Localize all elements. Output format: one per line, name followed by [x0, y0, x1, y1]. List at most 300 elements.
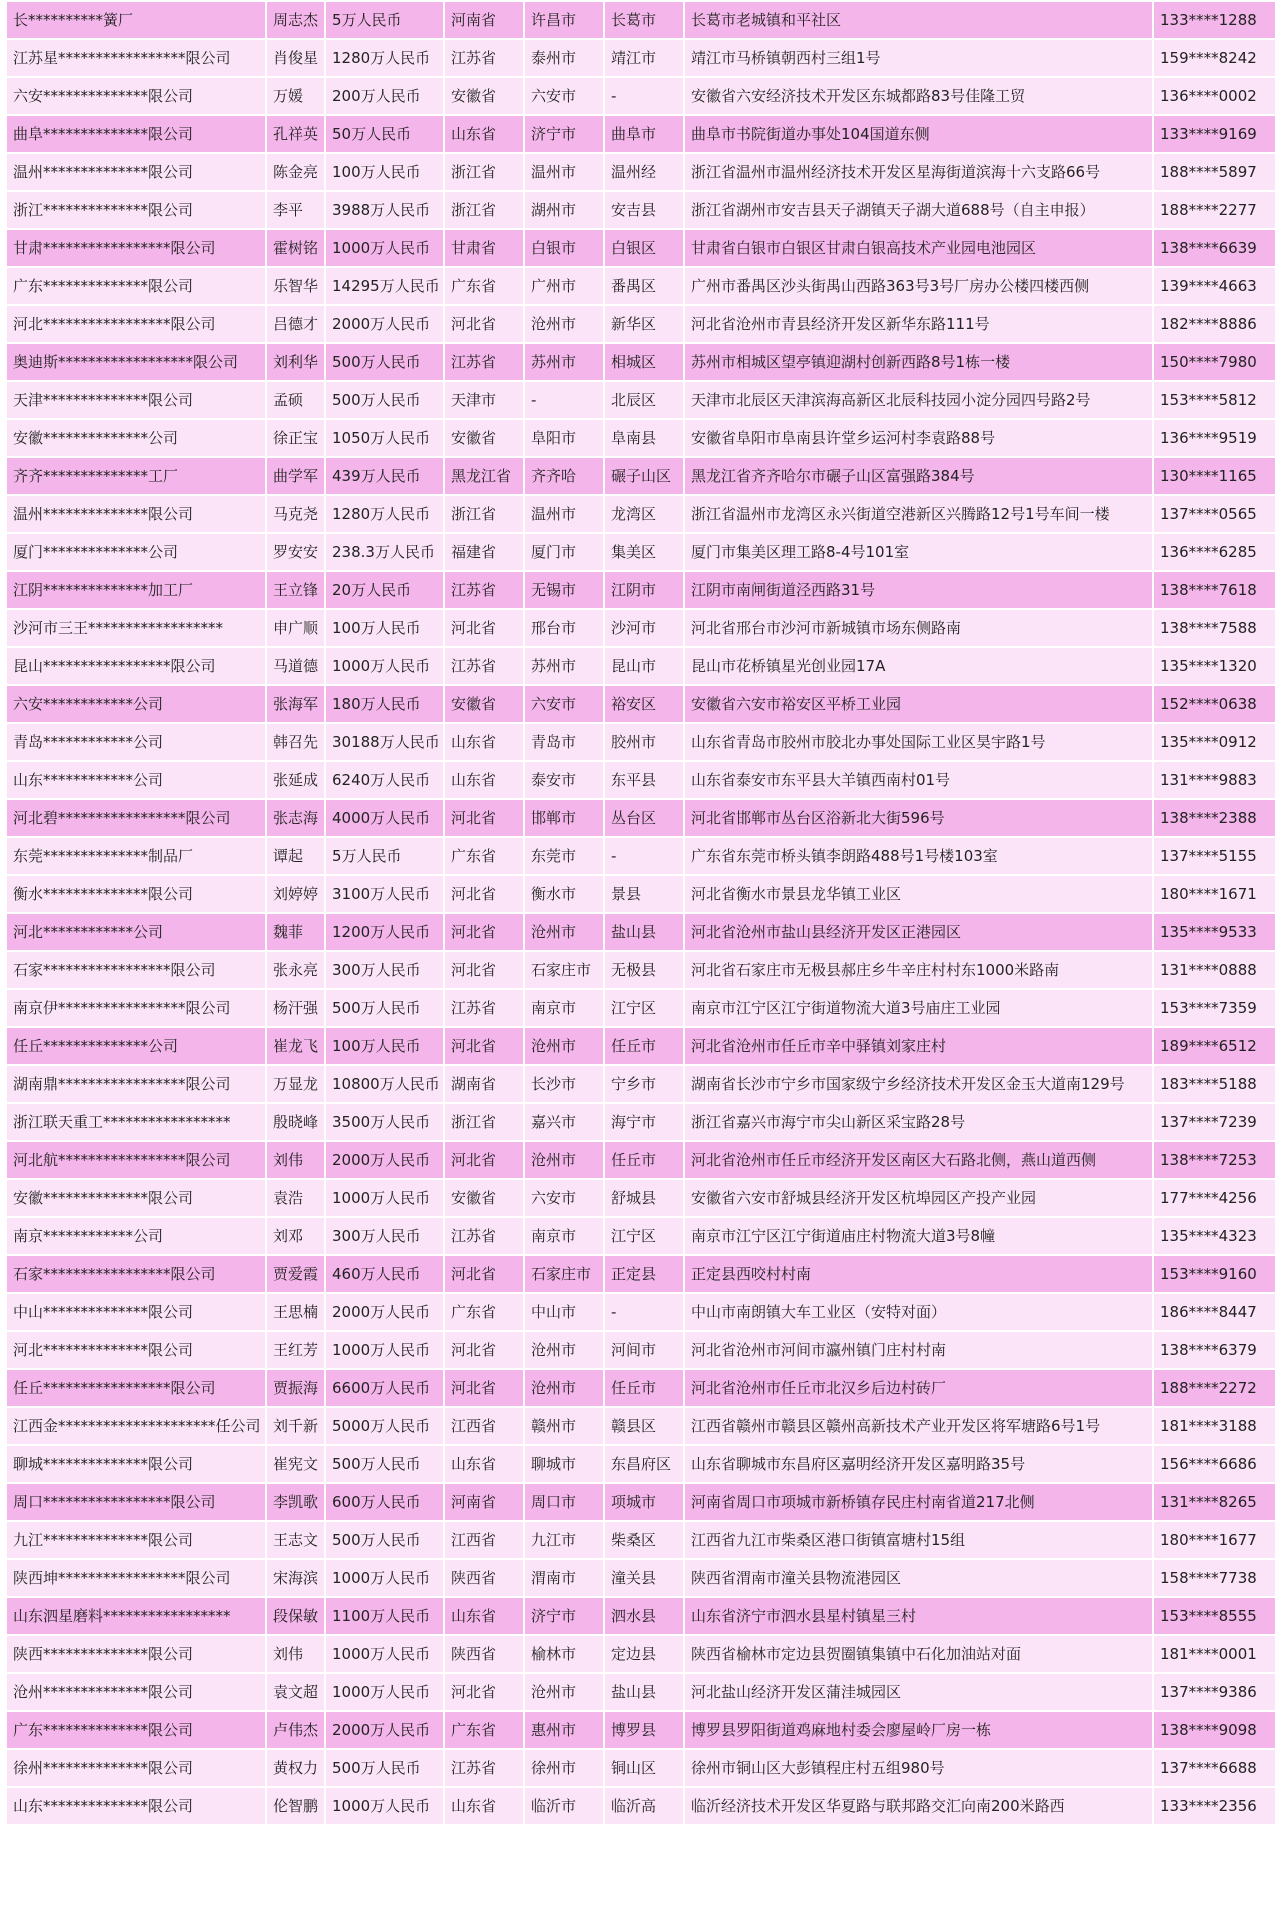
- phone-cell: 136****6285: [1154, 534, 1275, 570]
- province-cell: 天津市: [445, 382, 523, 418]
- district-cell: 柴桑区: [605, 1522, 683, 1558]
- registered-capital-cell: 100万人民币: [326, 154, 443, 190]
- company-name-cell: 河北*****************限公司: [7, 306, 265, 342]
- district-cell: -: [605, 1294, 683, 1330]
- city-cell: 徐州市: [525, 1750, 603, 1786]
- company-name-cell: 厦门**************公司: [7, 534, 265, 570]
- phone-cell: 138****7253: [1154, 1142, 1275, 1178]
- table-row: [7, 838, 1275, 874]
- city-cell: 青岛市: [525, 724, 603, 760]
- registered-capital-cell: 439万人民币: [326, 458, 443, 494]
- city-cell: 嘉兴市: [525, 1104, 603, 1140]
- company-name-cell: 青岛************公司: [7, 724, 265, 760]
- table-row: [7, 1446, 1275, 1482]
- registered-capital-cell: 2000万人民币: [326, 1712, 443, 1748]
- company-name-cell: 长**********簧厂: [7, 2, 265, 38]
- table-row: [7, 1256, 1275, 1292]
- contact-person-cell: 马克尧: [267, 496, 324, 532]
- city-cell: 长沙市: [525, 1066, 603, 1102]
- province-cell: 河北省: [445, 876, 523, 912]
- company-table: [5, 0, 1277, 1826]
- registered-capital-cell: 1000万人民币: [326, 1674, 443, 1710]
- company-name-cell: 江阴**************加工厂: [7, 572, 265, 608]
- district-cell: 盐山县: [605, 914, 683, 950]
- table-row: [7, 154, 1275, 190]
- city-cell: 渭南市: [525, 1560, 603, 1596]
- registered-capital-cell: 500万人民币: [326, 1750, 443, 1786]
- registered-capital-cell: 1050万人民币: [326, 420, 443, 456]
- company-name-cell: 山东************公司: [7, 762, 265, 798]
- city-cell: 泰安市: [525, 762, 603, 798]
- province-cell: 广东省: [445, 1712, 523, 1748]
- phone-cell: 138****7618: [1154, 572, 1275, 608]
- province-cell: 河北省: [445, 1142, 523, 1178]
- table-row: [7, 496, 1275, 532]
- phone-cell: 137****6688: [1154, 1750, 1275, 1786]
- province-cell: 广东省: [445, 268, 523, 304]
- registered-capital-cell: 200万人民币: [326, 78, 443, 114]
- district-cell: -: [605, 78, 683, 114]
- city-cell: 许昌市: [525, 2, 603, 38]
- company-name-cell: 奥迪斯******************限公司: [7, 344, 265, 380]
- city-cell: 石家庄市: [525, 952, 603, 988]
- contact-person-cell: 魏菲: [267, 914, 324, 950]
- company-name-cell: 广东**************限公司: [7, 268, 265, 304]
- phone-cell: 135****4323: [1154, 1218, 1275, 1254]
- address-cell: 安徽省六安市裕安区平桥工业园: [685, 686, 1152, 722]
- contact-person-cell: 肖俊星: [267, 40, 324, 76]
- province-cell: 湖南省: [445, 1066, 523, 1102]
- contact-person-cell: 万媛: [267, 78, 324, 114]
- registered-capital-cell: 5万人民币: [326, 2, 443, 38]
- table-row: [7, 1028, 1275, 1064]
- registered-capital-cell: 500万人民币: [326, 344, 443, 380]
- district-cell: 裕安区: [605, 686, 683, 722]
- contact-person-cell: 孟硕: [267, 382, 324, 418]
- district-cell: 宁乡市: [605, 1066, 683, 1102]
- registered-capital-cell: 1100万人民币: [326, 1598, 443, 1634]
- address-cell: 江阴市南闸街道泾西路31号: [685, 572, 1152, 608]
- table-row: [7, 268, 1275, 304]
- address-cell: 河北省沧州市任丘市北汉乡后边村砖厂: [685, 1370, 1152, 1406]
- city-cell: 温州市: [525, 154, 603, 190]
- table-row: [7, 1636, 1275, 1672]
- province-cell: 江西省: [445, 1522, 523, 1558]
- table-row: [7, 610, 1275, 646]
- table-row: [7, 1408, 1275, 1444]
- district-cell: 集美区: [605, 534, 683, 570]
- registered-capital-cell: 3988万人民币: [326, 192, 443, 228]
- province-cell: 江西省: [445, 1408, 523, 1444]
- city-cell: 厦门市: [525, 534, 603, 570]
- table-row: [7, 1218, 1275, 1254]
- table-row: [7, 116, 1275, 152]
- registered-capital-cell: 238.3万人民币: [326, 534, 443, 570]
- province-cell: 山东省: [445, 1598, 523, 1634]
- contact-person-cell: 段保敏: [267, 1598, 324, 1634]
- district-cell: 相城区: [605, 344, 683, 380]
- contact-person-cell: 贾爱霞: [267, 1256, 324, 1292]
- contact-person-cell: 崔龙飞: [267, 1028, 324, 1064]
- address-cell: 苏州市相城区望亭镇迎湖村创新西路8号1栋一楼: [685, 344, 1152, 380]
- table-row: [7, 420, 1275, 456]
- table-row: [7, 458, 1275, 494]
- contact-person-cell: 刘邓: [267, 1218, 324, 1254]
- city-cell: 临沂市: [525, 1788, 603, 1824]
- company-name-cell: 山东**************限公司: [7, 1788, 265, 1824]
- registered-capital-cell: 1000万人民币: [326, 1332, 443, 1368]
- table-row: [7, 1332, 1275, 1368]
- city-cell: 南京市: [525, 1218, 603, 1254]
- address-cell: 曲阜市书院街道办事处104国道东侧: [685, 116, 1152, 152]
- phone-cell: 137****7239: [1154, 1104, 1275, 1140]
- city-cell: 九江市: [525, 1522, 603, 1558]
- phone-cell: 182****8886: [1154, 306, 1275, 342]
- province-cell: 河南省: [445, 2, 523, 38]
- contact-person-cell: 刘伟: [267, 1636, 324, 1672]
- company-name-cell: 安徽**************公司: [7, 420, 265, 456]
- phone-cell: 186****8447: [1154, 1294, 1275, 1330]
- company-name-cell: 陕西坤*****************限公司: [7, 1560, 265, 1596]
- company-name-cell: 石家*****************限公司: [7, 952, 265, 988]
- table-row: [7, 762, 1275, 798]
- phone-cell: 153****7359: [1154, 990, 1275, 1026]
- phone-cell: 135****9533: [1154, 914, 1275, 950]
- table-row: [7, 534, 1275, 570]
- province-cell: 河北省: [445, 1370, 523, 1406]
- registered-capital-cell: 3500万人民币: [326, 1104, 443, 1140]
- phone-cell: 189****6512: [1154, 1028, 1275, 1064]
- contact-person-cell: 伦智鹏: [267, 1788, 324, 1824]
- table-row: [7, 382, 1275, 418]
- phone-cell: 180****1671: [1154, 876, 1275, 912]
- table-body: [7, 2, 1275, 1824]
- company-name-cell: 天津**************限公司: [7, 382, 265, 418]
- phone-cell: 133****1288: [1154, 2, 1275, 38]
- province-cell: 陕西省: [445, 1636, 523, 1672]
- address-cell: 浙江省温州市温州经济技术开发区星海街道滨海十六支路66号: [685, 154, 1152, 190]
- registered-capital-cell: 180万人民币: [326, 686, 443, 722]
- province-cell: 浙江省: [445, 192, 523, 228]
- district-cell: -: [605, 838, 683, 874]
- contact-person-cell: 曲学军: [267, 458, 324, 494]
- registered-capital-cell: 14295万人民币: [326, 268, 443, 304]
- company-name-cell: 昆山*****************限公司: [7, 648, 265, 684]
- address-cell: 中山市南朗镇大车工业区（安特对面）: [685, 1294, 1152, 1330]
- province-cell: 山东省: [445, 1788, 523, 1824]
- province-cell: 山东省: [445, 116, 523, 152]
- province-cell: 山东省: [445, 724, 523, 760]
- district-cell: 龙湾区: [605, 496, 683, 532]
- registered-capital-cell: 1000万人民币: [326, 648, 443, 684]
- district-cell: 铜山区: [605, 1750, 683, 1786]
- company-name-cell: 南京************公司: [7, 1218, 265, 1254]
- district-cell: 任丘市: [605, 1142, 683, 1178]
- city-cell: 湖州市: [525, 192, 603, 228]
- district-cell: 安吉县: [605, 192, 683, 228]
- address-cell: 广州市番禺区沙头街禺山西路363号3号厂房办公楼四楼西侧: [685, 268, 1152, 304]
- province-cell: 河北省: [445, 610, 523, 646]
- phone-cell: 183****5188: [1154, 1066, 1275, 1102]
- city-cell: 苏州市: [525, 648, 603, 684]
- province-cell: 江苏省: [445, 648, 523, 684]
- registered-capital-cell: 30188万人民币: [326, 724, 443, 760]
- address-cell: 江西省赣州市赣县区赣州高新技术产业开发区将军塘路6号1号: [685, 1408, 1152, 1444]
- registered-capital-cell: 6600万人民币: [326, 1370, 443, 1406]
- address-cell: 临沂经济技术开发区华夏路与联邦路交汇向南200米路西: [685, 1788, 1152, 1824]
- address-cell: 浙江省嘉兴市海宁市尖山新区采宝路28号: [685, 1104, 1152, 1140]
- address-cell: 山东省聊城市东昌府区嘉明经济开发区嘉明路35号: [685, 1446, 1152, 1482]
- address-cell: 浙江省湖州市安吉县天子湖镇天子湖大道688号（自主申报）: [685, 192, 1152, 228]
- phone-cell: 138****9098: [1154, 1712, 1275, 1748]
- contact-person-cell: 王志文: [267, 1522, 324, 1558]
- phone-cell: 138****6379: [1154, 1332, 1275, 1368]
- contact-person-cell: 黄权力: [267, 1750, 324, 1786]
- table-row: [7, 2, 1275, 38]
- address-cell: 南京市江宁区江宁街道庙庄村物流大道3号8幢: [685, 1218, 1152, 1254]
- phone-cell: 188****5897: [1154, 154, 1275, 190]
- district-cell: 江阴市: [605, 572, 683, 608]
- company-name-cell: 九江**************限公司: [7, 1522, 265, 1558]
- company-name-cell: 周口*****************限公司: [7, 1484, 265, 1520]
- city-cell: 阜阳市: [525, 420, 603, 456]
- phone-cell: 131****9883: [1154, 762, 1275, 798]
- table-row: [7, 344, 1275, 380]
- city-cell: 中山市: [525, 1294, 603, 1330]
- contact-person-cell: 张永亮: [267, 952, 324, 988]
- phone-cell: 133****9169: [1154, 116, 1275, 152]
- district-cell: 丛台区: [605, 800, 683, 836]
- city-cell: 广州市: [525, 268, 603, 304]
- registered-capital-cell: 460万人民币: [326, 1256, 443, 1292]
- address-cell: 厦门市集美区理工路8-4号101室: [685, 534, 1152, 570]
- address-cell: 浙江省温州市龙湾区永兴街道空港新区兴腾路12号1号车间一楼: [685, 496, 1152, 532]
- contact-person-cell: 谭起: [267, 838, 324, 874]
- phone-cell: 180****1677: [1154, 1522, 1275, 1558]
- city-cell: 泰州市: [525, 40, 603, 76]
- registered-capital-cell: 2000万人民币: [326, 1142, 443, 1178]
- province-cell: 浙江省: [445, 496, 523, 532]
- phone-cell: 135****1320: [1154, 648, 1275, 684]
- registered-capital-cell: 100万人民币: [326, 610, 443, 646]
- registered-capital-cell: 500万人民币: [326, 1522, 443, 1558]
- company-name-cell: 温州**************限公司: [7, 154, 265, 190]
- phone-cell: 137****5155: [1154, 838, 1275, 874]
- district-cell: 温州经: [605, 154, 683, 190]
- address-cell: 陕西省渭南市潼关县物流港园区: [685, 1560, 1152, 1596]
- province-cell: 陕西省: [445, 1560, 523, 1596]
- registered-capital-cell: 600万人民币: [326, 1484, 443, 1520]
- city-cell: 沧州市: [525, 1142, 603, 1178]
- district-cell: 江宁区: [605, 1218, 683, 1254]
- table-row: [7, 192, 1275, 228]
- address-cell: 山东省青岛市胶州市胶北办事处国际工业区昊宇路1号: [685, 724, 1152, 760]
- contact-person-cell: 崔宪文: [267, 1446, 324, 1482]
- district-cell: 北辰区: [605, 382, 683, 418]
- phone-cell: 133****2356: [1154, 1788, 1275, 1824]
- city-cell: 沧州市: [525, 1028, 603, 1064]
- city-cell: 东莞市: [525, 838, 603, 874]
- city-cell: 六安市: [525, 686, 603, 722]
- company-name-cell: 湖南鼎*****************限公司: [7, 1066, 265, 1102]
- phone-cell: 131****0888: [1154, 952, 1275, 988]
- company-name-cell: 南京伊*****************限公司: [7, 990, 265, 1026]
- address-cell: 河北省邯郸市丛台区浴新北大街596号: [685, 800, 1152, 836]
- company-name-cell: 温州**************限公司: [7, 496, 265, 532]
- city-cell: -: [525, 382, 603, 418]
- province-cell: 河北省: [445, 952, 523, 988]
- company-name-cell: 曲阜**************限公司: [7, 116, 265, 152]
- phone-cell: 177****4256: [1154, 1180, 1275, 1216]
- district-cell: 碾子山区: [605, 458, 683, 494]
- province-cell: 安徽省: [445, 686, 523, 722]
- district-cell: 定边县: [605, 1636, 683, 1672]
- province-cell: 河北省: [445, 800, 523, 836]
- phone-cell: 139****4663: [1154, 268, 1275, 304]
- phone-cell: 188****2272: [1154, 1370, 1275, 1406]
- phone-cell: 181****0001: [1154, 1636, 1275, 1672]
- address-cell: 靖江市马桥镇朝西村三组1号: [685, 40, 1152, 76]
- table-row: [7, 1750, 1275, 1786]
- phone-cell: 153****5812: [1154, 382, 1275, 418]
- contact-person-cell: 李凯歌: [267, 1484, 324, 1520]
- address-cell: 安徽省六安市舒城县经济开发区杭埠园区产投产业园: [685, 1180, 1152, 1216]
- city-cell: 苏州市: [525, 344, 603, 380]
- phone-cell: 188****2277: [1154, 192, 1275, 228]
- city-cell: 沧州市: [525, 1332, 603, 1368]
- table-row: [7, 1560, 1275, 1596]
- contact-person-cell: 罗安安: [267, 534, 324, 570]
- city-cell: 衡水市: [525, 876, 603, 912]
- address-cell: 徐州市铜山区大彭镇程庄村五组980号: [685, 1750, 1152, 1786]
- phone-cell: 138****7588: [1154, 610, 1275, 646]
- company-name-cell: 中山**************限公司: [7, 1294, 265, 1330]
- district-cell: 曲阜市: [605, 116, 683, 152]
- city-cell: 沧州市: [525, 914, 603, 950]
- city-cell: 六安市: [525, 1180, 603, 1216]
- table-row: [7, 1294, 1275, 1330]
- province-cell: 黑龙江省: [445, 458, 523, 494]
- address-cell: 山东省泰安市东平县大羊镇西南村01号: [685, 762, 1152, 798]
- district-cell: 长葛市: [605, 2, 683, 38]
- district-cell: 景县: [605, 876, 683, 912]
- company-name-cell: 河北**************限公司: [7, 1332, 265, 1368]
- table-row: [7, 1484, 1275, 1520]
- phone-cell: 138****2388: [1154, 800, 1275, 836]
- registered-capital-cell: 1280万人民币: [326, 40, 443, 76]
- district-cell: 胶州市: [605, 724, 683, 760]
- contact-person-cell: 王思楠: [267, 1294, 324, 1330]
- address-cell: 长葛市老城镇和平社区: [685, 2, 1152, 38]
- company-name-cell: 河北航*****************限公司: [7, 1142, 265, 1178]
- contact-person-cell: 王红芳: [267, 1332, 324, 1368]
- district-cell: 番禺区: [605, 268, 683, 304]
- table-row: [7, 40, 1275, 76]
- district-cell: 无极县: [605, 952, 683, 988]
- province-cell: 山东省: [445, 1446, 523, 1482]
- address-cell: 河北省沧州市任丘市经济开发区南区大石路北侧，燕山道西侧: [685, 1142, 1152, 1178]
- city-cell: 赣州市: [525, 1408, 603, 1444]
- district-cell: 任丘市: [605, 1370, 683, 1406]
- district-cell: 海宁市: [605, 1104, 683, 1140]
- city-cell: 沧州市: [525, 1674, 603, 1710]
- phone-cell: 137****9386: [1154, 1674, 1275, 1710]
- table-row: [7, 952, 1275, 988]
- table-row: [7, 1788, 1275, 1824]
- city-cell: 周口市: [525, 1484, 603, 1520]
- contact-person-cell: 张海军: [267, 686, 324, 722]
- registered-capital-cell: 2000万人民币: [326, 306, 443, 342]
- address-cell: 江西省九江市柴桑区港口街镇富塘村15组: [685, 1522, 1152, 1558]
- company-name-cell: 江西金*********************任公司: [7, 1408, 265, 1444]
- contact-person-cell: 马道德: [267, 648, 324, 684]
- registered-capital-cell: 1280万人民币: [326, 496, 443, 532]
- registered-capital-cell: 20万人民币: [326, 572, 443, 608]
- registered-capital-cell: 1200万人民币: [326, 914, 443, 950]
- table-row: [7, 1598, 1275, 1634]
- contact-person-cell: 刘婷婷: [267, 876, 324, 912]
- registered-capital-cell: 2000万人民币: [326, 1294, 443, 1330]
- address-cell: 河北省石家庄市无极县郝庄乡牛辛庄村村东1000米路南: [685, 952, 1152, 988]
- company-name-cell: 广东**************限公司: [7, 1712, 265, 1748]
- address-cell: 河南省周口市项城市新桥镇存民庄村南省道217北侧: [685, 1484, 1152, 1520]
- address-cell: 河北省沧州市河间市瀛州镇门庄村村南: [685, 1332, 1152, 1368]
- province-cell: 浙江省: [445, 1104, 523, 1140]
- company-name-cell: 山东泗星磨料*****************: [7, 1598, 265, 1634]
- phone-cell: 153****9160: [1154, 1256, 1275, 1292]
- registered-capital-cell: 5000万人民币: [326, 1408, 443, 1444]
- company-name-cell: 六安**************限公司: [7, 78, 265, 114]
- province-cell: 河北省: [445, 1256, 523, 1292]
- contact-person-cell: 袁浩: [267, 1180, 324, 1216]
- province-cell: 河北省: [445, 1332, 523, 1368]
- registered-capital-cell: 500万人民币: [326, 990, 443, 1026]
- city-cell: 惠州市: [525, 1712, 603, 1748]
- province-cell: 广东省: [445, 838, 523, 874]
- province-cell: 安徽省: [445, 1180, 523, 1216]
- table-row: [7, 648, 1275, 684]
- province-cell: 江苏省: [445, 40, 523, 76]
- district-cell: 东昌府区: [605, 1446, 683, 1482]
- district-cell: 东平县: [605, 762, 683, 798]
- contact-person-cell: 周志杰: [267, 2, 324, 38]
- company-name-cell: 浙江**************限公司: [7, 192, 265, 228]
- address-cell: 博罗县罗阳街道鸡麻地村委会廖屋岭厂房一栋: [685, 1712, 1152, 1748]
- table-row: [7, 914, 1275, 950]
- district-cell: 沙河市: [605, 610, 683, 646]
- phone-cell: 153****8555: [1154, 1598, 1275, 1634]
- contact-person-cell: 万显龙: [267, 1066, 324, 1102]
- city-cell: 邯郸市: [525, 800, 603, 836]
- district-cell: 临沂高: [605, 1788, 683, 1824]
- district-cell: 河间市: [605, 1332, 683, 1368]
- contact-person-cell: 吕德才: [267, 306, 324, 342]
- province-cell: 河南省: [445, 1484, 523, 1520]
- district-cell: 任丘市: [605, 1028, 683, 1064]
- registered-capital-cell: 5万人民币: [326, 838, 443, 874]
- contact-person-cell: 杨汗强: [267, 990, 324, 1026]
- company-name-cell: 安徽**************限公司: [7, 1180, 265, 1216]
- table-row: [7, 230, 1275, 266]
- contact-person-cell: 乐智华: [267, 268, 324, 304]
- city-cell: 榆林市: [525, 1636, 603, 1672]
- contact-person-cell: 韩召先: [267, 724, 324, 760]
- registered-capital-cell: 6240万人民币: [326, 762, 443, 798]
- address-cell: 南京市江宁区江宁街道物流大道3号庙庄工业园: [685, 990, 1152, 1026]
- district-cell: 靖江市: [605, 40, 683, 76]
- company-name-cell: 衡水**************限公司: [7, 876, 265, 912]
- district-cell: 潼关县: [605, 1560, 683, 1596]
